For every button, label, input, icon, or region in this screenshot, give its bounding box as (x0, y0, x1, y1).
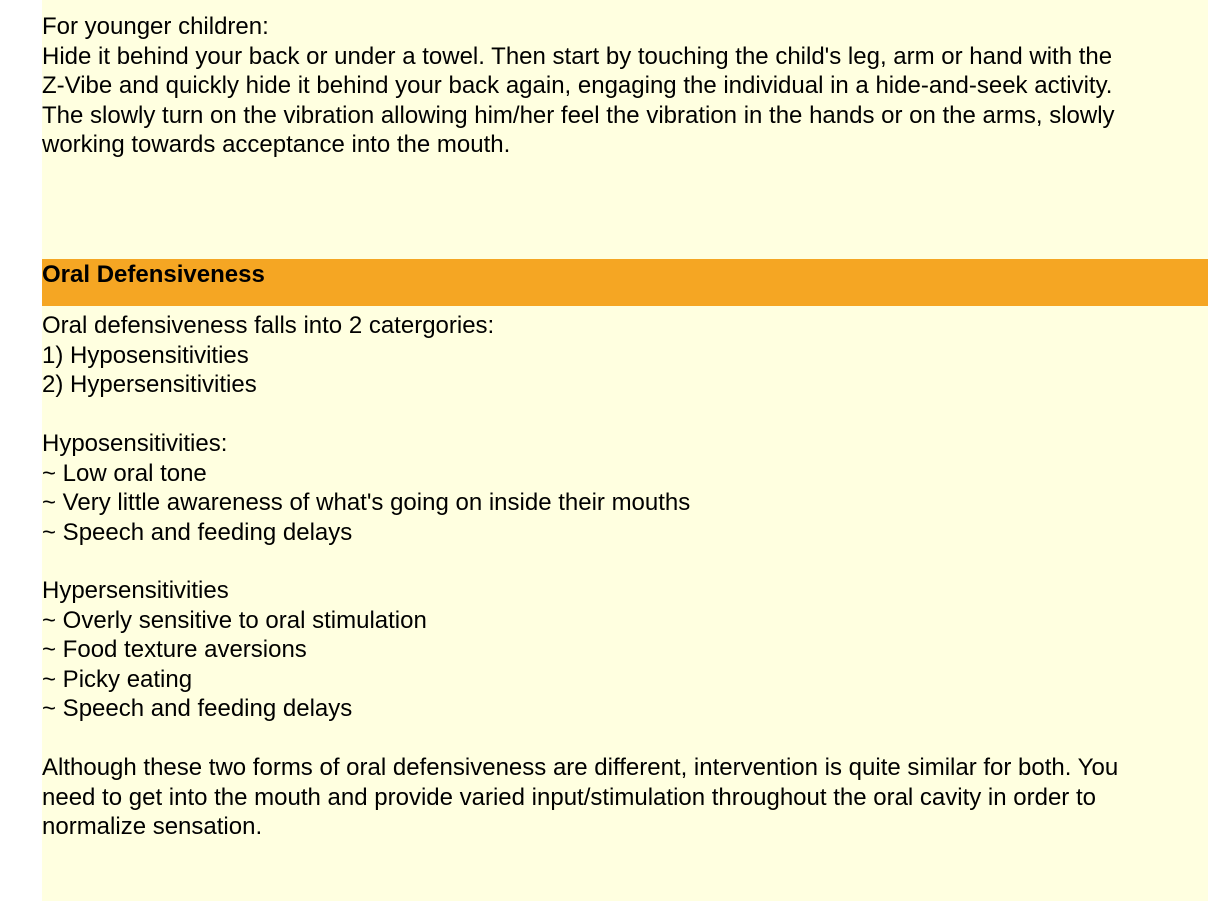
closing-paragraph (42, 753, 1208, 842)
intro-line: working towards acceptance into the mouth. (42, 131, 511, 158)
list-item: ~ Very little awareness of what's going on inside their mouths (42, 489, 691, 516)
categories-lead: Oral defensiveness falls into 2 catergories: (42, 312, 495, 339)
intro-line: Z-Vibe and quickly hide it behind your back again, engaging the individual in a hide-and-seek activity. (42, 72, 1113, 99)
hypersensitivities-heading: Hypersensitivities (42, 577, 229, 604)
categories-paragraph (42, 311, 1208, 400)
intro-line: Hide it behind your back or under a towel. Then start by touching the child's leg, arm or hand with the (42, 42, 1113, 70)
closing-line: normalize sensation. (42, 813, 263, 840)
list-item: ~ Low oral tone (42, 459, 207, 487)
category-item: 2) Hypersensitivities (42, 371, 257, 398)
list-item: ~ Picky eating (42, 665, 193, 693)
section-title: Oral Defensiveness (42, 261, 265, 288)
list-item: ~ Overly sensitive to oral stimulation (42, 606, 427, 634)
list-item: ~ Speech and feeding delays (42, 518, 353, 546)
list-item: ~ Food texture aversions (42, 636, 307, 663)
closing-line: need to get into the mouth and provide varied input/stimulation throughout the oral cavity in order to (42, 783, 1096, 811)
hyposensitivities-list (42, 429, 1208, 547)
content-panel (42, 0, 1208, 901)
closing-line: Although these two forms of oral defensiveness are different, intervention is quite similar for both. You (42, 754, 1119, 781)
section-header-bar (42, 259, 1208, 306)
list-item: ~ Speech and feeding delays (42, 695, 353, 722)
intro-line: The slowly turn on the vibration allowing him/her feel the vibration in the hands or on the arms, slowly (42, 101, 1115, 129)
intro-heading: For younger children: (42, 13, 269, 40)
category-item: 1) Hyposensitivities (42, 341, 249, 369)
hyposensitivities-heading: Hyposensitivities: (42, 430, 228, 457)
hypersensitivities-list (42, 576, 1208, 724)
intro-paragraph (42, 12, 1208, 160)
